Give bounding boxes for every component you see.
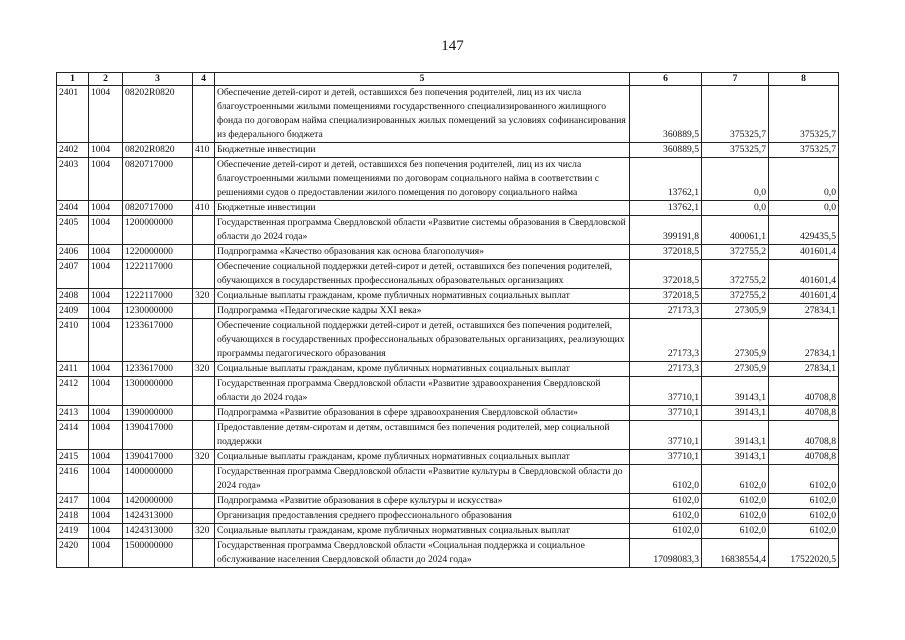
table-row bbox=[57, 450, 839, 465]
section-code-cell: 1004 bbox=[89, 289, 123, 304]
value-cell: 37710,1 bbox=[630, 406, 702, 421]
row-number-cell: 2403 bbox=[57, 158, 89, 201]
target-code-cell: 08202R0820 bbox=[123, 86, 193, 143]
value-cell: 400061,1 bbox=[702, 216, 769, 245]
section-code-cell: 1004 bbox=[89, 362, 123, 377]
table-row bbox=[57, 377, 839, 406]
row-number-cell: 2401 bbox=[57, 86, 89, 143]
section-code-cell: 1004 bbox=[89, 406, 123, 421]
value-cell: 6102,0 bbox=[630, 494, 702, 509]
value-cell: 40708,8 bbox=[769, 406, 839, 421]
section-code-cell: 1004 bbox=[89, 143, 123, 158]
expense-type-cell bbox=[193, 216, 215, 245]
value-cell: 27834,1 bbox=[769, 362, 839, 377]
value-cell: 6102,0 bbox=[702, 465, 769, 494]
value-cell: 13762,1 bbox=[630, 158, 702, 201]
expense-type-cell bbox=[193, 158, 215, 201]
description-cell: Государственная программа Свердловской области «Развитие культуры в Свердловской области до 2024 года» bbox=[215, 465, 630, 494]
row-number-cell: 2413 bbox=[57, 406, 89, 421]
section-code-cell: 1004 bbox=[89, 260, 123, 289]
target-code-cell: 1230000000 bbox=[123, 304, 193, 319]
table-row bbox=[57, 539, 839, 568]
section-code-cell: 1004 bbox=[89, 465, 123, 494]
section-code-cell: 1004 bbox=[89, 539, 123, 568]
expense-type-cell bbox=[193, 260, 215, 289]
expense-type-cell: 320 bbox=[193, 362, 215, 377]
row-number-cell: 2404 bbox=[57, 201, 89, 216]
description-cell: Подпрограмма «Педагогические кадры XXI века» bbox=[215, 304, 630, 319]
row-number-cell: 2411 bbox=[57, 362, 89, 377]
value-cell: 6102,0 bbox=[702, 494, 769, 509]
expense-type-cell: 320 bbox=[193, 289, 215, 304]
value-cell: 37710,1 bbox=[630, 450, 702, 465]
target-code-cell: 0820717000 bbox=[123, 201, 193, 216]
value-cell: 27834,1 bbox=[769, 304, 839, 319]
value-cell: 372018,5 bbox=[630, 260, 702, 289]
value-cell: 0,0 bbox=[702, 201, 769, 216]
column-header: 7 bbox=[702, 73, 769, 86]
target-code-cell: 1200000000 bbox=[123, 216, 193, 245]
description-cell: Подпрограмма «Развитие образования в сфере здравоохранения Свердловской области» bbox=[215, 406, 630, 421]
target-code-cell: 1300000000 bbox=[123, 377, 193, 406]
table-body bbox=[57, 86, 839, 568]
expense-type-cell bbox=[193, 304, 215, 319]
target-code-cell: 08202R0820 bbox=[123, 143, 193, 158]
value-cell: 399191,8 bbox=[630, 216, 702, 245]
description-cell: Государственная программа Свердловской области «Развитие системы образования в Свердловской области до 2024 года» bbox=[215, 216, 630, 245]
table-row bbox=[57, 421, 839, 450]
column-header: 6 bbox=[630, 73, 702, 86]
margin-scribble bbox=[843, 292, 853, 352]
value-cell: 17098083,3 bbox=[630, 539, 702, 568]
column-header: 1 bbox=[57, 73, 89, 86]
expense-type-cell bbox=[193, 319, 215, 362]
expense-type-cell bbox=[193, 245, 215, 260]
row-number-cell: 2419 bbox=[57, 524, 89, 539]
value-cell: 6102,0 bbox=[769, 465, 839, 494]
table-row bbox=[57, 509, 839, 524]
value-cell: 372755,2 bbox=[702, 245, 769, 260]
value-cell: 27834,1 bbox=[769, 319, 839, 362]
value-cell: 372755,2 bbox=[702, 289, 769, 304]
table-row bbox=[57, 524, 839, 539]
value-cell: 372018,5 bbox=[630, 245, 702, 260]
expense-type-cell bbox=[193, 494, 215, 509]
value-cell: 372755,2 bbox=[702, 260, 769, 289]
value-cell: 0,0 bbox=[769, 201, 839, 216]
budget-table bbox=[56, 72, 839, 568]
description-cell: Обеспечение детей-сирот и детей, оставшихся без попечения родителей, лиц из их числа благоустроенными жилыми помещениями государственного специализированного жилищного фонда по договорам найма специализированных жилых помещений за условиях софинансирования из федерального бюджета bbox=[215, 86, 630, 143]
description-cell: Бюджетные инвестиции bbox=[215, 143, 630, 158]
expense-type-cell bbox=[193, 421, 215, 450]
target-code-cell: 1400000000 bbox=[123, 465, 193, 494]
description-cell: Социальные выплаты гражданам, кроме публичных нормативных социальных выплат bbox=[215, 450, 630, 465]
value-cell: 27173,3 bbox=[630, 362, 702, 377]
expense-type-cell: 320 bbox=[193, 450, 215, 465]
table-row bbox=[57, 406, 839, 421]
value-cell: 6102,0 bbox=[769, 509, 839, 524]
value-cell: 401601,4 bbox=[769, 289, 839, 304]
value-cell: 401601,4 bbox=[769, 245, 839, 260]
expense-type-cell bbox=[193, 406, 215, 421]
row-number-cell: 2407 bbox=[57, 260, 89, 289]
table-row bbox=[57, 289, 839, 304]
section-code-cell: 1004 bbox=[89, 304, 123, 319]
value-cell: 372018,5 bbox=[630, 289, 702, 304]
value-cell: 40708,8 bbox=[769, 421, 839, 450]
target-code-cell: 1390000000 bbox=[123, 406, 193, 421]
table-header-row bbox=[57, 73, 839, 86]
description-cell: Социальные выплаты гражданам, кроме публичных нормативных социальных выплат bbox=[215, 362, 630, 377]
row-number-cell: 2402 bbox=[57, 143, 89, 158]
value-cell: 6102,0 bbox=[769, 524, 839, 539]
value-cell: 27173,3 bbox=[630, 304, 702, 319]
value-cell: 37710,1 bbox=[630, 421, 702, 450]
description-cell: Социальные выплаты гражданам, кроме публичных нормативных социальных выплат bbox=[215, 524, 630, 539]
row-number-cell: 2416 bbox=[57, 465, 89, 494]
target-code-cell: 1233617000 bbox=[123, 319, 193, 362]
value-cell: 40708,8 bbox=[769, 377, 839, 406]
value-cell: 39143,1 bbox=[702, 377, 769, 406]
target-code-cell: 1233617000 bbox=[123, 362, 193, 377]
target-code-cell: 1222117000 bbox=[123, 289, 193, 304]
column-header: 3 bbox=[123, 73, 193, 86]
section-code-cell: 1004 bbox=[89, 216, 123, 245]
value-cell: 39143,1 bbox=[702, 450, 769, 465]
row-number-cell: 2417 bbox=[57, 494, 89, 509]
column-header: 4 bbox=[193, 73, 215, 86]
value-cell: 39143,1 bbox=[702, 421, 769, 450]
table-row bbox=[57, 494, 839, 509]
value-cell: 13762,1 bbox=[630, 201, 702, 216]
target-code-cell: 1220000000 bbox=[123, 245, 193, 260]
expense-type-cell: 410 bbox=[193, 143, 215, 158]
value-cell: 17522020,5 bbox=[769, 539, 839, 568]
row-number-cell: 2408 bbox=[57, 289, 89, 304]
expense-type-cell bbox=[193, 377, 215, 406]
table-row bbox=[57, 245, 839, 260]
target-code-cell: 1500000000 bbox=[123, 539, 193, 568]
description-cell: Обеспечение детей-сирот и детей, оставшихся без попечения родителей, лиц из их числа благоустроенными жилыми помещениями по договорам социального найма в соответствии с решениями судов о предоставлении жилого помещения по договору социального найма bbox=[215, 158, 630, 201]
value-cell: 39143,1 bbox=[702, 406, 769, 421]
target-code-cell: 1424313000 bbox=[123, 509, 193, 524]
description-cell: Социальные выплаты гражданам, кроме публичных нормативных социальных выплат bbox=[215, 289, 630, 304]
value-cell: 6102,0 bbox=[769, 494, 839, 509]
row-number-cell: 2418 bbox=[57, 509, 89, 524]
value-cell: 37710,1 bbox=[630, 377, 702, 406]
target-code-cell: 1222117000 bbox=[123, 260, 193, 289]
value-cell: 375325,7 bbox=[769, 143, 839, 158]
column-header: 5 bbox=[215, 73, 630, 86]
table-row bbox=[57, 465, 839, 494]
table-row bbox=[57, 86, 839, 143]
target-code-cell: 1420000000 bbox=[123, 494, 193, 509]
row-number-cell: 2412 bbox=[57, 377, 89, 406]
target-code-cell: 1424313000 bbox=[123, 524, 193, 539]
value-cell: 40708,8 bbox=[769, 450, 839, 465]
value-cell: 16838554,4 bbox=[702, 539, 769, 568]
expense-type-cell bbox=[193, 86, 215, 143]
table-row bbox=[57, 143, 839, 158]
value-cell: 27305,9 bbox=[702, 319, 769, 362]
section-code-cell: 1004 bbox=[89, 319, 123, 362]
value-cell: 27305,9 bbox=[702, 304, 769, 319]
description-cell: Обеспечение социальной поддержки детей-сирот и детей, оставшихся без попечения родителей, обучающихся в государственных профессиональных образовательных организациях bbox=[215, 260, 630, 289]
description-cell: Организация предоставления среднего профессионального образования bbox=[215, 509, 630, 524]
target-code-cell: 1390417000 bbox=[123, 421, 193, 450]
table-row bbox=[57, 362, 839, 377]
table-row bbox=[57, 304, 839, 319]
value-cell: 0,0 bbox=[702, 158, 769, 201]
expense-type-cell bbox=[193, 509, 215, 524]
table-row bbox=[57, 158, 839, 201]
section-code-cell: 1004 bbox=[89, 421, 123, 450]
row-number-cell: 2409 bbox=[57, 304, 89, 319]
value-cell: 375325,7 bbox=[702, 86, 769, 143]
section-code-cell: 1004 bbox=[89, 158, 123, 201]
table-row bbox=[57, 319, 839, 362]
section-code-cell: 1004 bbox=[89, 494, 123, 509]
row-number-cell: 2415 bbox=[57, 450, 89, 465]
expense-type-cell: 320 bbox=[193, 524, 215, 539]
target-code-cell: 0820717000 bbox=[123, 158, 193, 201]
table-row bbox=[57, 260, 839, 289]
page-number: 147 bbox=[441, 38, 464, 54]
value-cell: 360889,5 bbox=[630, 143, 702, 158]
value-cell: 27305,9 bbox=[702, 362, 769, 377]
expense-type-cell bbox=[193, 465, 215, 494]
column-header: 8 bbox=[769, 73, 839, 86]
description-cell: Предоставление детям-сиротам и детям, оставшимся без попечения родителей, мер социальной поддержки bbox=[215, 421, 630, 450]
section-code-cell: 1004 bbox=[89, 377, 123, 406]
section-code-cell: 1004 bbox=[89, 245, 123, 260]
table-row bbox=[57, 216, 839, 245]
value-cell: 429435,5 bbox=[769, 216, 839, 245]
section-code-cell: 1004 bbox=[89, 509, 123, 524]
description-cell: Государственная программа Свердловской области «Развитие здравоохранения Свердловской области до 2024 года» bbox=[215, 377, 630, 406]
value-cell: 6102,0 bbox=[630, 465, 702, 494]
value-cell: 6102,0 bbox=[630, 509, 702, 524]
value-cell: 6102,0 bbox=[702, 524, 769, 539]
value-cell: 6102,0 bbox=[630, 524, 702, 539]
expense-type-cell: 410 bbox=[193, 201, 215, 216]
row-number-cell: 2414 bbox=[57, 421, 89, 450]
value-cell: 375325,7 bbox=[702, 143, 769, 158]
value-cell: 375325,7 bbox=[769, 86, 839, 143]
value-cell: 27173,3 bbox=[630, 319, 702, 362]
expense-type-cell bbox=[193, 539, 215, 568]
value-cell: 6102,0 bbox=[702, 509, 769, 524]
row-number-cell: 2420 bbox=[57, 539, 89, 568]
target-code-cell: 1390417000 bbox=[123, 450, 193, 465]
column-header: 2 bbox=[89, 73, 123, 86]
description-cell: Подпрограмма «Развитие образования в сфере культуры и искусства» bbox=[215, 494, 630, 509]
value-cell: 360889,5 bbox=[630, 86, 702, 143]
description-cell: Бюджетные инвестиции bbox=[215, 201, 630, 216]
section-code-cell: 1004 bbox=[89, 450, 123, 465]
value-cell: 401601,4 bbox=[769, 260, 839, 289]
description-cell: Обеспечение социальной поддержки детей-сирот и детей, оставшихся без попечения родителей, обучающихся в государственных профессиональных образовательных организациях, реализующих программы педагогического образования bbox=[215, 319, 630, 362]
description-cell: Подпрограмма «Качество образования как основа благополучия» bbox=[215, 245, 630, 260]
table-row bbox=[57, 201, 839, 216]
value-cell: 0,0 bbox=[769, 158, 839, 201]
row-number-cell: 2406 bbox=[57, 245, 89, 260]
row-number-cell: 2405 bbox=[57, 216, 89, 245]
section-code-cell: 1004 bbox=[89, 201, 123, 216]
section-code-cell: 1004 bbox=[89, 524, 123, 539]
row-number-cell: 2410 bbox=[57, 319, 89, 362]
description-cell: Государственная программа Свердловской области «Социальная поддержка и социальное обслуживание населения Свердловской области до 2024 года» bbox=[215, 539, 630, 568]
section-code-cell: 1004 bbox=[89, 86, 123, 143]
